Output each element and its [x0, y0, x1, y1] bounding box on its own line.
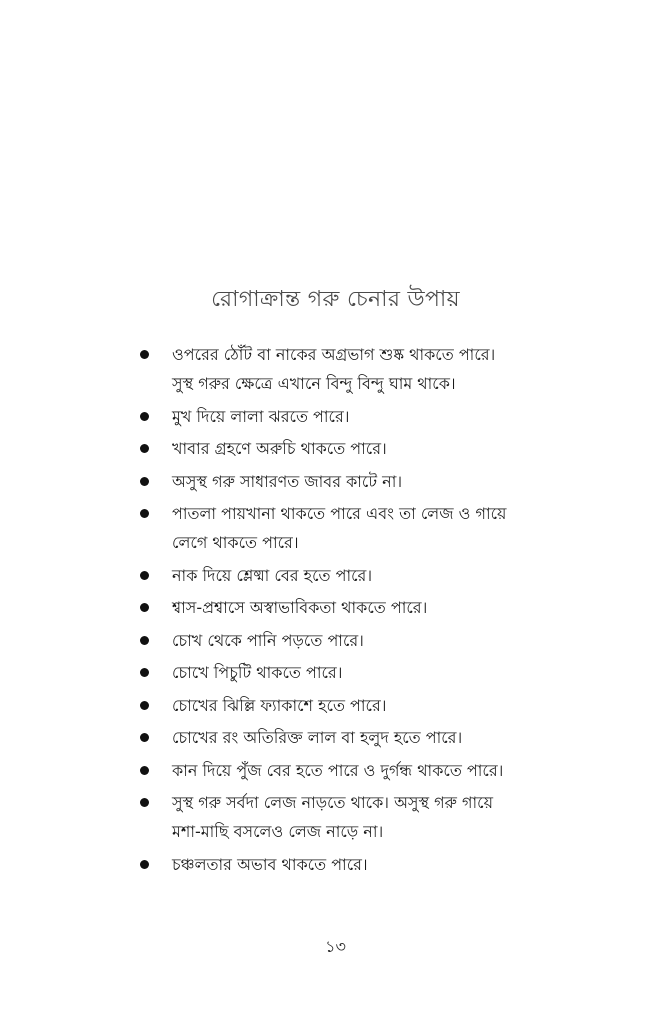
list-item	[140, 723, 580, 752]
list-item	[140, 402, 580, 431]
list-item	[140, 788, 580, 846]
list-item-line: চোখে পিচুটি থাকতে পারে।	[172, 663, 343, 682]
page-number: ১৩	[325, 937, 346, 956]
list-item-line: সুস্থ গরু সর্বদা লেজ নাড়তে থাকে। অসুস্থ গরু গায়ে	[172, 793, 494, 812]
list-item-line: নাক দিয়ে শ্লেষ্মা বের হতে পারে।	[172, 565, 373, 585]
bullet-icon	[140, 636, 149, 645]
list-item-line: মশা-মাছি বসলেও লেজ নাড়ে না।	[172, 822, 384, 841]
list-item-line: পাতলা পায়খানা থাকতে পারে এবং তা লেজ ও গায়ে	[172, 504, 507, 523]
list-item	[140, 434, 580, 463]
list-item-line: লেগে থাকতে পারে।	[172, 533, 299, 552]
bullet-icon	[140, 701, 149, 710]
list-item-line: ওপরের ঠোঁট বা নাকের অগ্রভাগ শুষ্ক থাকতে পারে।	[172, 345, 496, 364]
bullet-icon	[140, 733, 149, 742]
bullet-icon	[140, 412, 149, 421]
list-item-line: চোখের ঝিল্লি ফ্যাকাশে হতে পারে।	[172, 695, 387, 715]
bullet-icon	[140, 668, 149, 677]
list-item	[140, 756, 580, 785]
list-item-line: মুখ দিয়ে লালা ঝরতে পারে।	[172, 406, 350, 426]
bullet-icon	[140, 798, 149, 807]
bullet-icon	[140, 603, 149, 612]
list-item-line: সুস্থ গরুর ক্ষেত্রে এখানে বিন্দু বিন্দু ঘাম থাকে।	[172, 374, 456, 393]
list-item-line: চোখের রং অতিরিক্ত লাল বা হলুদ হতে পারে।	[172, 728, 463, 747]
bullet-icon	[140, 571, 149, 580]
bullet-icon	[140, 860, 149, 869]
list-item-line: খাবার গ্রহণে অরুচি থাকতে পারে।	[172, 439, 387, 458]
list-item	[140, 626, 580, 655]
list-item	[140, 340, 580, 398]
list-item	[140, 593, 580, 622]
list-item-line: চোখ থেকে পানি পড়তে পারে।	[172, 630, 364, 650]
list-item-line: চঞ্চলতার অভাব থাকতে পারে।	[172, 854, 368, 874]
list-item	[140, 467, 580, 496]
page-title: রোগাক্রান্ত গরু চেনার উপায়	[211, 287, 460, 312]
bullet-icon	[140, 766, 149, 775]
list-item	[140, 691, 580, 720]
list-item	[140, 561, 580, 590]
bullet-icon	[140, 350, 149, 359]
list-item-line: শ্বাস-প্রশ্বাসে অস্বাভাবিকতা থাকতে পারে।	[172, 598, 428, 617]
bullet-icon	[140, 509, 149, 518]
list-item	[140, 658, 580, 687]
bullet-icon	[140, 477, 149, 486]
list-item-line: কান দিয়ে পুঁজ বের হতে পারে ও দুর্গন্ধ থাকতে পারে।	[172, 760, 504, 780]
bullet-icon	[140, 444, 149, 453]
symptom-list	[140, 340, 580, 882]
list-item	[140, 850, 580, 879]
list-item	[140, 499, 580, 557]
list-item-line: অসুস্থ গরু সাধারণত জাবর কাটে না।	[172, 471, 403, 491]
